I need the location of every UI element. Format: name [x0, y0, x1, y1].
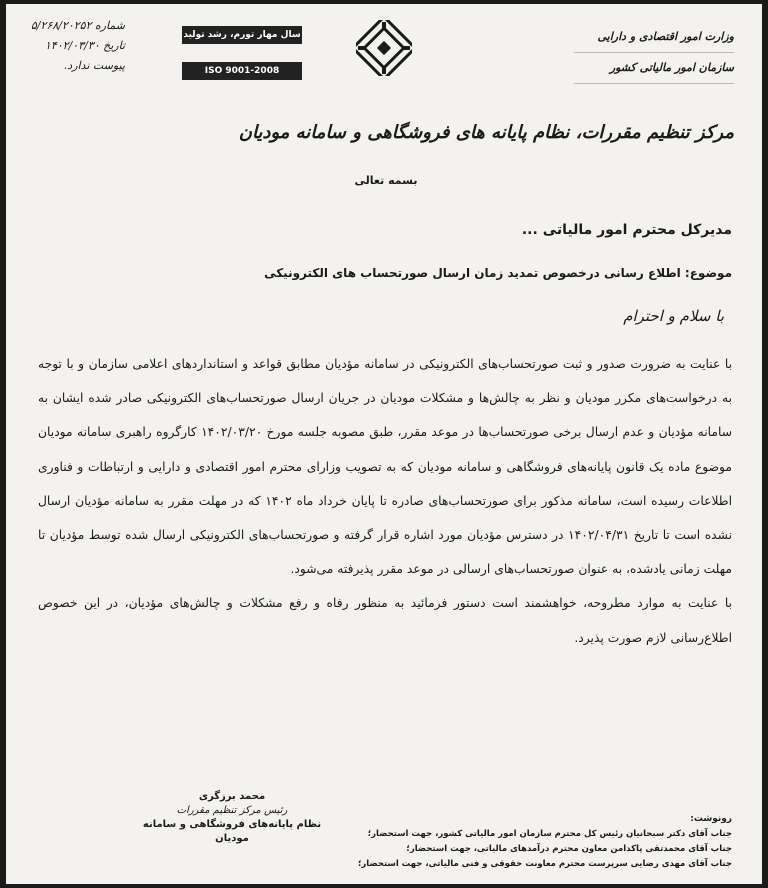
- slogan-banner: سال مهار تورم، رشد تولید: [182, 26, 302, 44]
- letter-body: [38, 347, 732, 655]
- body-paragraph: با عنایت به ضرورت صدور و ثبت صورتحساب‌های الکترونیکی در سامانه مؤدیان مطابق قواعد و استانداردهای اعلامی سازمان و با توجه به درخواست‌های مکرر مودیان و نظر به چالش‌ها و مشکلات مودیان در جریان ارسال صورتحساب‌های الکترونیکی صادر شده ایشان به سامانه مؤدیان و عدم ارسال برخی صورتحساب‌ها در موعد مقرر، طبق مصوبه جلسه مورخ ۱۴۰۲/۰۳/۲۰ کارگروه راهبری سامانه مودیان موضوع ماده یک قانون پایانه‌های فروشگاهی و سامانه مودیان که به تصویب وزارای محترم امور اقتصادی و دارایی و ارتباطات و فناوری اطلاعات رسیده است، سامانه مذکور برای صورتحساب‌های صادره تا پایان خرداد ماه ۱۴۰۲ که در مهلت مقرر به سامانه مؤدیان ارسال نشده است تا تاریخ ۱۴۰۲/۰۴/۳۱ در دسترس مؤدیان مورد اشاره قرار گرفته و صورتحساب‌های الکترونیکی ارسال شده توسط مؤدیان تا مهلت زمانی یادشده، به عنوان صورتحساب‌های ارسالی در موعد مقرر پذیرفته می‌شود.: [38, 357, 733, 577]
- cc-heading: رونوشت:: [690, 814, 732, 824]
- letter-attachment: پیوست ندارد.: [63, 59, 125, 72]
- cc-item: جناب آقای محمدتقی پاکدامن معاون محترم درآمدهای مالیاتی، جهت استحضار؛: [406, 844, 732, 854]
- letter-page: [6, 4, 762, 884]
- letter-number: شماره ۵/۲۶۸/۲۰۲۵۲: [30, 19, 125, 32]
- addressee: مدیرکل محترم امور مالیاتی ...: [521, 222, 732, 238]
- letter-meta: [20, 16, 125, 76]
- signer-title: رئیس مرکز تنظیم مقررات: [176, 805, 288, 816]
- cc-list: [252, 812, 732, 872]
- greeting: با سلام و احترام: [623, 307, 724, 325]
- bismillah: بسمه تعالی: [354, 174, 418, 187]
- cc-item: جناب آقای دکتر سبحانیان رئیس کل محترم سازمان امور مالیاتی کشور، جهت استحضار؛: [367, 829, 732, 839]
- organization-name: سازمان امور مالیاتی کشور: [574, 53, 734, 84]
- body-paragraph: با عنایت به موارد مطروحه، خواهشمند است دستور فرمائید به منظور رفاه و رفع مشکلات و چالش‌های مؤدیان، در این خصوص اطلاع‌رسانی لازم صورت پذیرد.: [38, 596, 732, 645]
- ministry-block: [574, 22, 734, 84]
- ministry-name: وزارت امور اقتصادی و دارایی: [574, 22, 734, 53]
- organization-logo-icon: [356, 20, 412, 76]
- subject-line: موضوع: اطلاع رسانی درخصوص تمدید زمان ارسال صورتحساب های الکترونیکی: [264, 266, 732, 280]
- cc-item: جناب آقای مهدی رضایی سرپرست محترم معاونت حقوقی و فنی مالیاتی، جهت استحضار؛: [358, 859, 732, 869]
- letter-date: تاریخ ۱۴۰۲/۰۳/۳۰: [44, 39, 125, 52]
- signer-name: محمد برزگری: [198, 791, 266, 802]
- center-title: مرکز تنظیم مقررات، نظام پایانه های فروشگاهی و سامانه مودیان: [238, 122, 734, 143]
- iso-banner: ISO 9001-2008: [182, 62, 302, 80]
- signer-unit: نظام پایانه‌های فروشگاهی و سامانه مودیان: [142, 819, 322, 844]
